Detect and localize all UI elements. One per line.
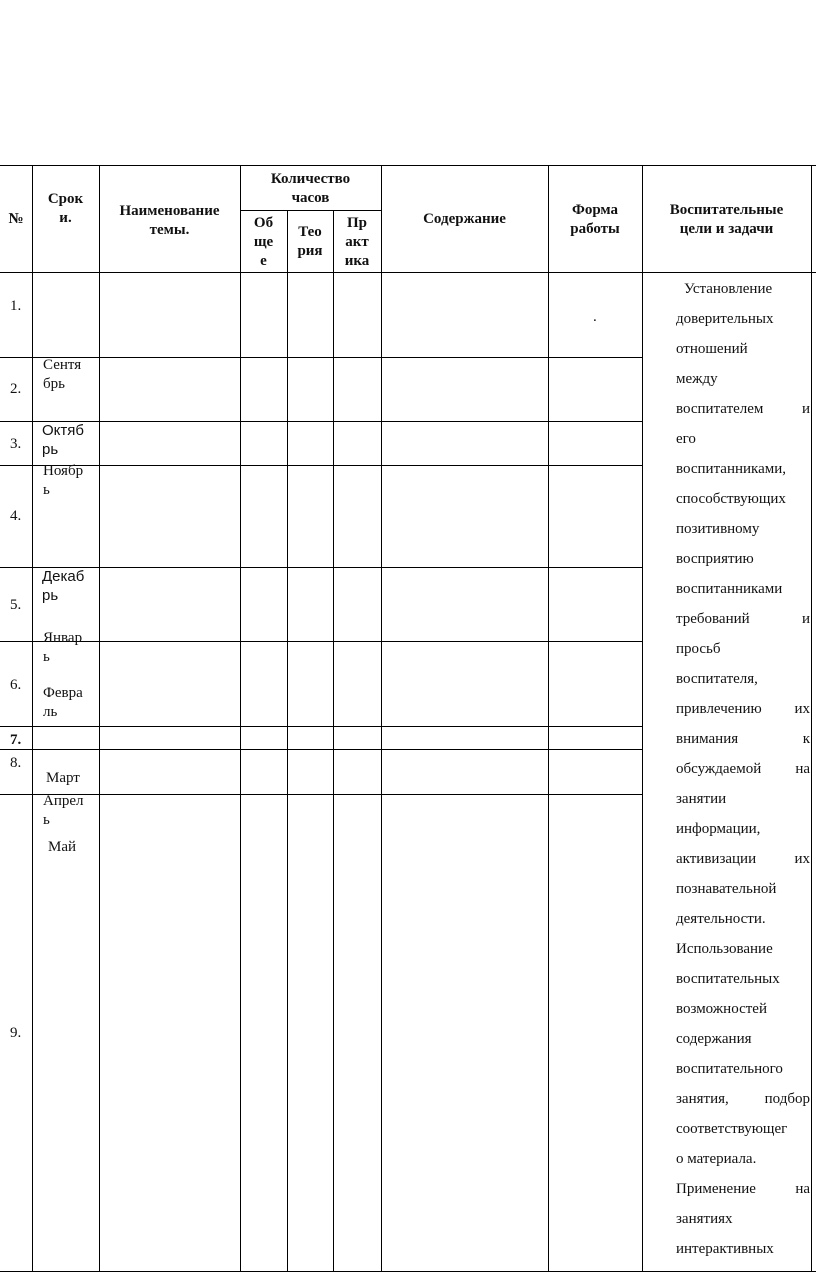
row-6-number: 6. (10, 677, 22, 693)
row-1-number: 1. (10, 298, 22, 314)
header-hours-theory: Тео рия (297, 224, 323, 259)
row-1-form-dot: . (593, 309, 597, 325)
row-3-month: Ноябр ь (43, 463, 84, 498)
header-work-form: Форма работы (570, 202, 620, 237)
row-5-month: Январ ь (43, 630, 83, 665)
row-2-month: Октяб рь (42, 422, 84, 458)
row-4-number: 4. (10, 508, 22, 524)
row-7-number: 7. (10, 732, 22, 748)
row-3-number: 3. (10, 436, 22, 452)
row-2-number: 2. (10, 381, 22, 397)
header-hours-practice: Пр акт ика (344, 215, 370, 269)
header-num: № (8, 211, 24, 227)
row-4-month: Декаб рь (42, 568, 85, 604)
row-8-month: Апрел ь (43, 793, 84, 828)
header-hours-total: Об ще е (253, 215, 274, 269)
row-8-number: 8. (10, 755, 22, 771)
header-topic-name: Наименование темы. (119, 203, 220, 238)
header-hours: Количество часов (270, 171, 351, 206)
header-content: Содержание (423, 211, 506, 227)
row-9-month: Май (48, 839, 77, 855)
row-6-month: Февра ль (43, 685, 83, 720)
header-srok: Срок и. (47, 191, 84, 226)
row-1-month: Сентя брь (43, 357, 82, 392)
row-9-number: 9. (10, 1025, 22, 1041)
row-5-number: 5. (10, 597, 22, 613)
header-goals: Воспитательные цели и задачи (669, 202, 784, 237)
row-7-month: Март (46, 770, 80, 786)
goals-text: Установление доверительных отношений между воспитателем и его воспитанниками, способствующих позитивному восприятию воспитанниками требований и просьб воспитателя, привлечению их внимания к обсуждаемой на занятии информации, активизации их познавательной деятельности. Использование воспитательных возможностей содержания воспитательного занятия, подбор соответствующег о материала. Применение на занятиях интерактивных (676, 281, 810, 1257)
